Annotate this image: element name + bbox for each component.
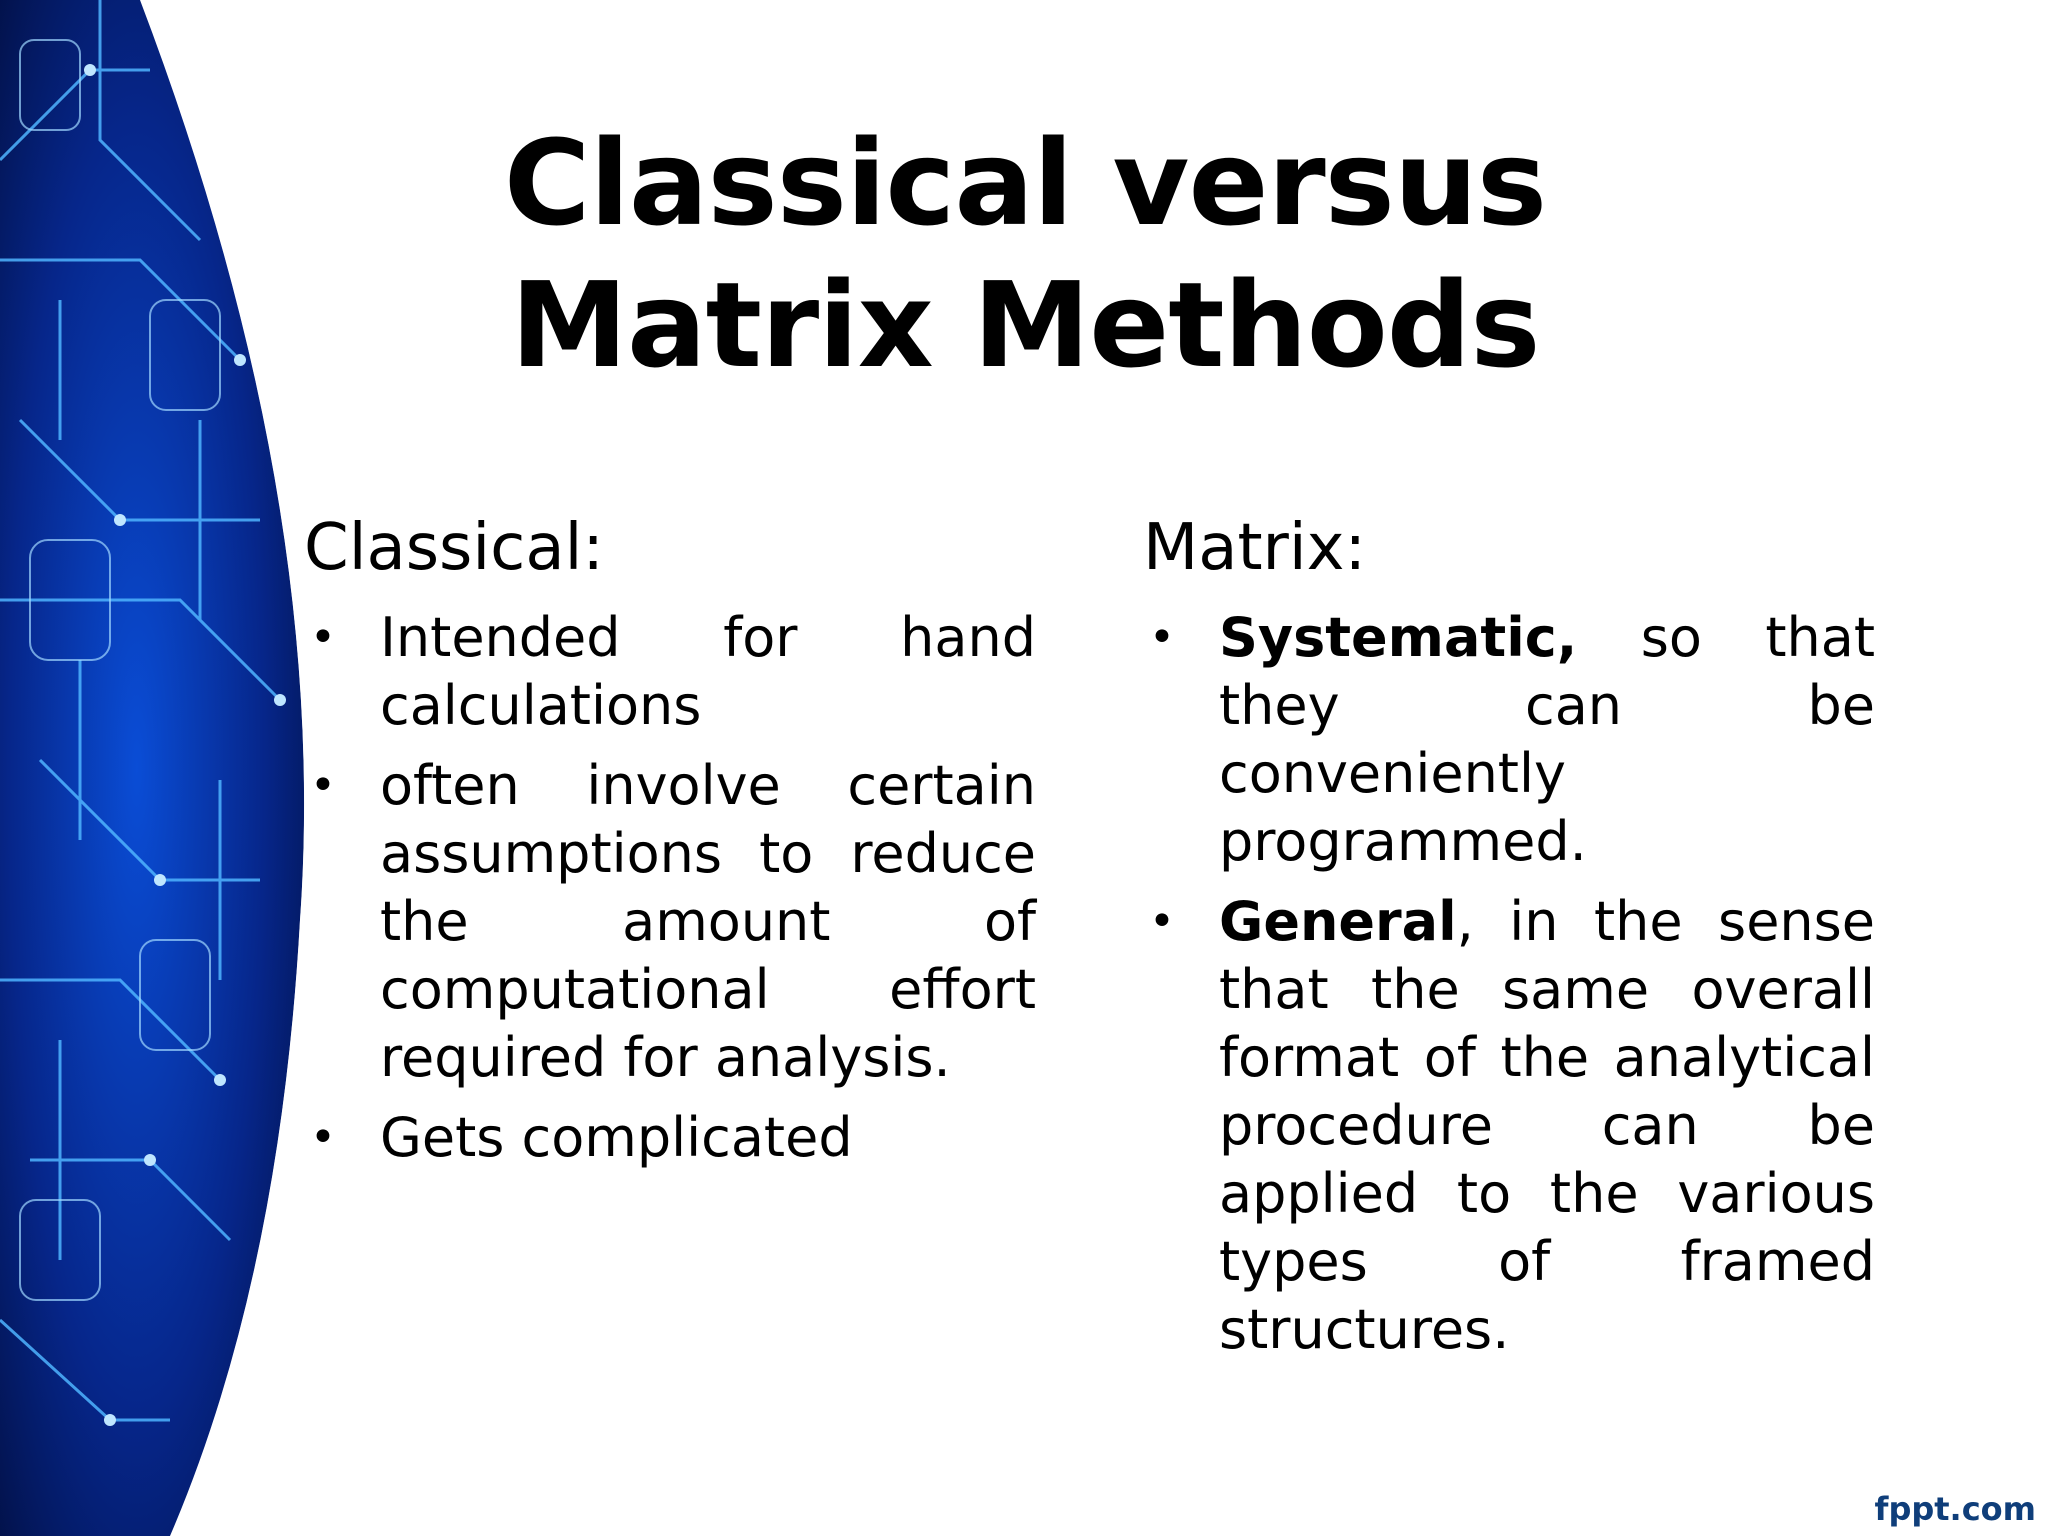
list-item-text: Intended for hand calculations (380, 606, 1036, 737)
classical-heading: Classical: (304, 511, 604, 585)
fppt-logo: fppt.com (1874, 1490, 2036, 1528)
list-item-keyword: Systematic, (1219, 606, 1578, 669)
list-item (1143, 888, 1875, 1364)
bullet-dot-icon: • (310, 1112, 336, 1163)
list-item (1143, 604, 1875, 876)
matrix-list (1143, 604, 1875, 1364)
bullet-dot-icon: • (310, 760, 336, 811)
classical-column (304, 508, 1036, 1184)
slide-title (480, 112, 1570, 396)
list-item (304, 604, 1036, 740)
list-item-keyword: General (1219, 890, 1457, 953)
matrix-heading: Matrix: (1143, 511, 1367, 585)
list-item-text: Gets complicated (380, 1106, 853, 1169)
list-item-text: often involve certain assumptions to reduce the amount of computational effort required for analysis. (380, 754, 1036, 1089)
list-item-text: , in the sense that the same overall format of the analytical procedure can be applied to the various types of framed structures. (1219, 890, 1875, 1361)
title-line-2: Matrix Methods (510, 256, 1540, 394)
title-line-1: Classical versus (503, 114, 1547, 252)
list-item (304, 1104, 1036, 1172)
bullet-dot-icon: • (1149, 612, 1175, 663)
bullet-dot-icon: • (310, 612, 336, 663)
list-item-text: so that they can be conveniently programmed. (1219, 606, 1875, 873)
classical-list (304, 604, 1036, 1172)
bullet-dot-icon: • (1149, 896, 1175, 947)
matrix-column (1143, 508, 1875, 1376)
list-item (304, 752, 1036, 1092)
